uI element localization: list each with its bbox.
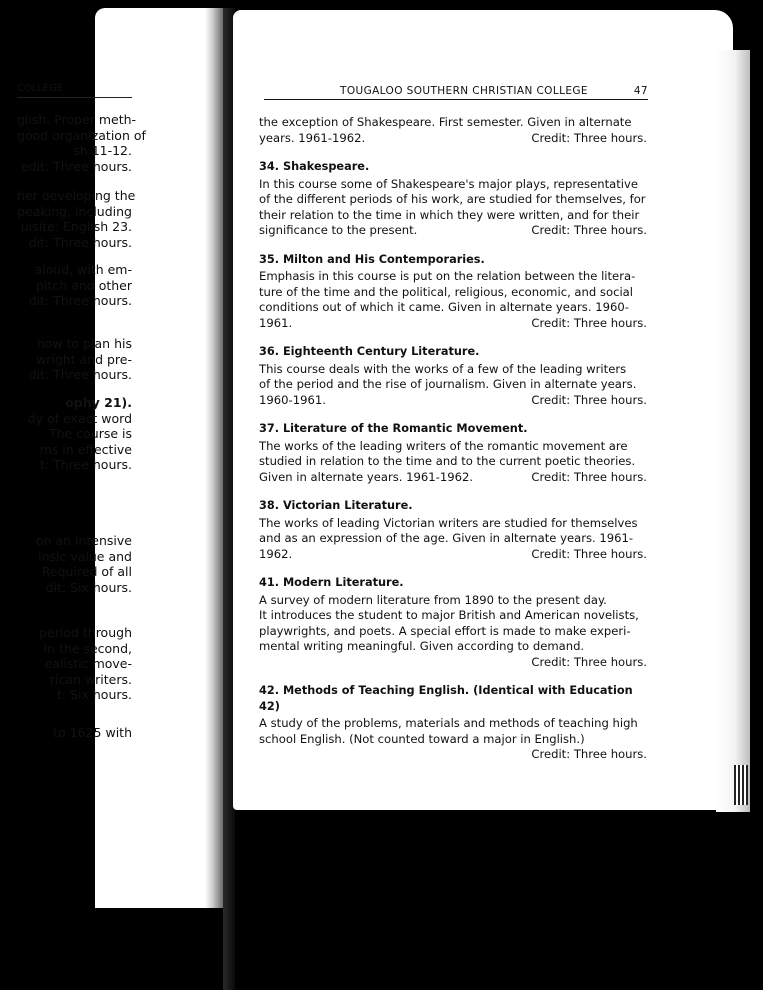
credit-text: Credit: Three hours. xyxy=(531,747,647,761)
text-line: It introduces the student to major British and American novelists, xyxy=(259,608,639,622)
course-title: 42. Methods of Teaching English. (Identical with Education 42) xyxy=(259,684,633,713)
course-title: 37. Literature of the Romantic Movement. xyxy=(259,422,528,435)
left-fragment-line: Required of all xyxy=(41,564,132,579)
text-line: and as an expression of the age. Given in alternate years. 1961- xyxy=(259,531,634,545)
left-fragment-line: good organization of xyxy=(17,127,146,143)
text-line: This course deals with the works of a few of the leading writers xyxy=(259,361,627,376)
left-fragment-block xyxy=(17,725,132,741)
course-title: 34. Shakespeare. xyxy=(259,160,370,173)
credit-line xyxy=(259,547,647,563)
text-line: school English. (Not counted toward a major in English.) xyxy=(259,731,585,746)
text-line: A study of the problems, materials and methods of teaching high xyxy=(259,716,638,730)
text-line: In this course some of Shakespeare's major plays, representative xyxy=(259,176,638,191)
edge-mark xyxy=(734,765,748,805)
credit-line xyxy=(259,470,647,486)
text-line: of the different periods of his work, are studied for themselves, for xyxy=(259,192,646,206)
left-fragment-line: wright and pre- xyxy=(35,351,132,367)
course-entry xyxy=(259,159,647,239)
course-entry xyxy=(259,252,647,332)
text-line: their relation to the time in which they were written, and for their xyxy=(259,207,640,222)
left-fragment-line: peaking, including xyxy=(17,203,132,219)
credit-text: Credit: Three hours. xyxy=(531,392,647,407)
text-line: 1961. xyxy=(259,315,293,330)
text-line: years. 1961-1962. xyxy=(259,130,366,145)
left-fragment-line: dit: Three hours. xyxy=(28,234,132,250)
text-line: playwrights, and poets. A special effort is made to make experi- xyxy=(259,623,631,638)
page-header xyxy=(264,85,648,100)
text-line: 1960-1961. xyxy=(259,392,326,407)
text-line: studied in relation to the time and to the current poetic theories. xyxy=(259,454,636,468)
page-content xyxy=(259,115,647,763)
left-fragment-line: ophy 21). xyxy=(65,395,132,410)
credit-line xyxy=(259,655,647,671)
left-fragment-line: to 1625 with xyxy=(53,725,132,740)
left-fragment-line: dit: Three hours. xyxy=(28,367,132,382)
left-fragment-line: rican writers. xyxy=(49,671,132,687)
course-title: 41. Modern Literature. xyxy=(259,576,404,589)
text-line: 1962. xyxy=(259,546,293,561)
credit-line xyxy=(259,393,647,409)
text-line: The works of leading Victorian writers are studied for themselves xyxy=(259,515,638,530)
left-fragment-line: her developing the xyxy=(17,188,136,203)
course-title: 38. Victorian Literature. xyxy=(259,499,413,512)
left-fragment-line: glish. Proper meth- xyxy=(17,112,137,127)
text-line: The works of the leading writers of the romantic movement are xyxy=(259,438,628,453)
text-line: ture of the time and the political, religious, economic, and social xyxy=(259,284,633,299)
intro-paragraph xyxy=(259,115,647,146)
text-line: the exception of Shakespeare. First semester. Given in alternate xyxy=(259,115,632,129)
left-fragment-line: aloud, with em- xyxy=(34,262,132,277)
left-fragment-line: period through xyxy=(39,625,132,640)
left-fragment-line: t: Three hours. xyxy=(40,457,132,472)
text-line: Given in alternate years. 1961-1962. xyxy=(259,469,474,484)
left-fragment-line: t: Six hours. xyxy=(57,687,132,702)
left-fragment-line: in the second, xyxy=(43,640,132,656)
credit-text: Credit: Three hours. xyxy=(531,315,647,330)
page-number: 47 xyxy=(633,85,648,97)
credit-line xyxy=(259,131,647,147)
text-line: significance to the present. xyxy=(259,223,418,237)
left-fragment-line: sh 11-12. xyxy=(73,143,132,158)
left-fragment-line: dit: Three hours. xyxy=(28,293,132,308)
credit-text: Credit: Three hours. xyxy=(531,469,647,484)
text-line: of the period and the rise of journalism. Given in alternate years. xyxy=(259,377,637,391)
left-fragment-line: ealistic move- xyxy=(44,656,132,671)
left-fragment-block xyxy=(17,395,132,473)
left-fragment-line: dy of exact word xyxy=(27,410,132,426)
course-entry xyxy=(259,575,647,670)
left-fragment-line: uisite: English 23. xyxy=(20,219,132,234)
credit-text: Credit: Three hours. xyxy=(531,130,647,145)
credit-text: Credit: Three hours. xyxy=(531,654,647,669)
left-fragment-line: on an intensive xyxy=(35,533,132,548)
left-fragment-line: dit: Six hours. xyxy=(45,579,132,595)
course-entry xyxy=(259,344,647,408)
left-fragment-block xyxy=(17,188,136,250)
page-header-title: TOUGALOO SOUTHERN CHRISTIAN COLLEGE xyxy=(340,85,588,97)
left-fragment-line: pitch and other xyxy=(36,277,132,293)
text-line: mental writing meaningful. Given according to demand. xyxy=(259,639,585,653)
left-page-gutter xyxy=(205,8,223,908)
right-page-edge xyxy=(716,50,750,812)
left-fragment-block xyxy=(17,533,132,595)
left-fragment-block xyxy=(17,262,132,309)
left-fragment-line: insic value and xyxy=(38,548,132,564)
left-fragment-line: The course is xyxy=(49,426,132,441)
text-line: conditions out of which it came. Given in alternate years. 1960- xyxy=(259,300,629,314)
left-fragment-block xyxy=(17,336,132,383)
left-fragment-line: ms in effective xyxy=(39,441,132,457)
credit-text: Credit: Three hours. xyxy=(531,223,647,237)
left-fragment-line: edit: Three hours. xyxy=(20,158,132,174)
course-entry xyxy=(259,683,647,763)
credit-line xyxy=(259,747,647,763)
course-title: 35. Milton and His Contemporaries. xyxy=(259,252,485,266)
credit-line xyxy=(259,316,647,332)
left-page-header: COLLEGE xyxy=(17,83,132,98)
left-fragment-line: how to plan his xyxy=(36,336,132,351)
text-line: A survey of modern literature from 1890 to the present day. xyxy=(259,592,607,607)
credit-line xyxy=(259,223,647,239)
left-fragment-block xyxy=(17,112,146,174)
left-fragment-block xyxy=(17,625,132,703)
course-entry xyxy=(259,421,647,485)
course-title: 36. Eighteenth Century Literature. xyxy=(259,345,480,358)
credit-text: Credit: Three hours. xyxy=(531,546,647,561)
text-line: Emphasis in this course is put on the relation between the litera- xyxy=(259,269,636,283)
course-entry xyxy=(259,498,647,562)
